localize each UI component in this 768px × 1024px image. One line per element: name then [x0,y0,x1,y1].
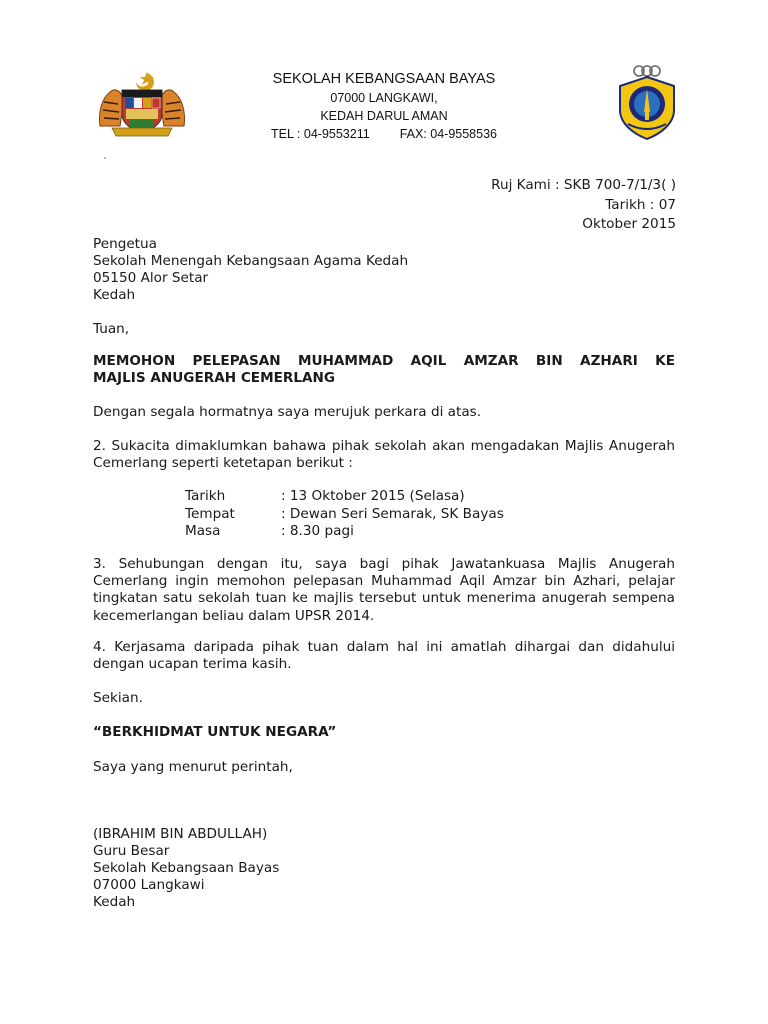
detail-value-time: : 8.30 pagi [281,523,354,539]
contact-line [0,127,768,141]
reference-date-cont: Oktober 2015 [582,216,676,232]
subject-line-1: MEMOHON PELEPASAN MUHAMMAD AQIL AMZAR BIN AZHARI KE [93,353,675,369]
closing-sekian: Sekian. [93,690,143,706]
salutation: Tuan, [93,321,130,337]
school-name: SEKOLAH KEBANGSAAN BAYAS [272,71,496,87]
telephone: TEL : 04-9553211 [271,127,370,141]
closing-yours: Saya yang menurut perintah, [93,759,293,775]
paragraph-4: 4. Kerjasama daripada pihak tuan dalam hal ini amatlah dihargai dan didahului dengan ucapan terima kasih. [93,639,675,673]
reference-date: Tarikh : 07 [605,197,676,213]
motto: “BERKHIDMAT UNTUK NEGARA” [93,724,337,740]
signatory-title: Guru Besar [93,843,170,859]
address-line-2: KEDAH DARUL AMAN [320,109,448,123]
signatory-school: Sekolah Kebangsaan Bayas [93,860,280,876]
reference-number: Ruj Kami : SKB 700-7/1/3( ) [491,177,676,193]
detail-value-date: : 13 Oktober 2015 (Selasa) [281,488,465,504]
signatory-name: (IBRAHIM BIN ABDULLAH) [93,826,268,842]
detail-label-date: Tarikh [185,488,226,504]
detail-label-time: Masa [185,523,221,539]
recipient-line-1: Pengetua [93,236,157,252]
detail-value-venue: : Dewan Seri Semarak, SK Bayas [281,506,504,522]
detail-label-venue: Tempat [185,506,235,522]
subject-line-2: MAJLIS ANUGERAH CEMERLANG [93,370,336,386]
stray-dot [104,157,106,159]
paragraph-2: 2. Sukacita dimaklumkan bahawa pihak sekolah akan mengadakan Majlis Anugerah Cemerlang seperti ketetapan berikut : [93,438,675,472]
recipient-line-2: Sekolah Menengah Kebangsaan Agama Kedah [93,253,409,269]
address-line-1: 07000 LANGKAWI, [330,91,438,105]
signatory-state: Kedah [93,894,136,910]
paragraph-1: Dengan segala hormatnya saya merujuk perkara di atas. [93,404,482,420]
recipient-line-4: Kedah [93,287,136,303]
signatory-postcode: 07000 Langkawi [93,877,205,893]
paragraph-3: 3. Sehubungan dengan itu, saya bagi pihak Jawatankuasa Majlis Anugerah Cemerlang ingin memohon pelepasan Muhammad Aqil Amzar bin Azhari, pelajar tingkatan satu sekolah tuan ke majlis tersebut untuk menerima anugerah sempena kecemerlangan beliau dalam UPSR 2014. [93,556,675,624]
fax: FAX: 04-9558536 [399,127,497,141]
recipient-line-3: 05150 Alor Setar [93,270,209,286]
